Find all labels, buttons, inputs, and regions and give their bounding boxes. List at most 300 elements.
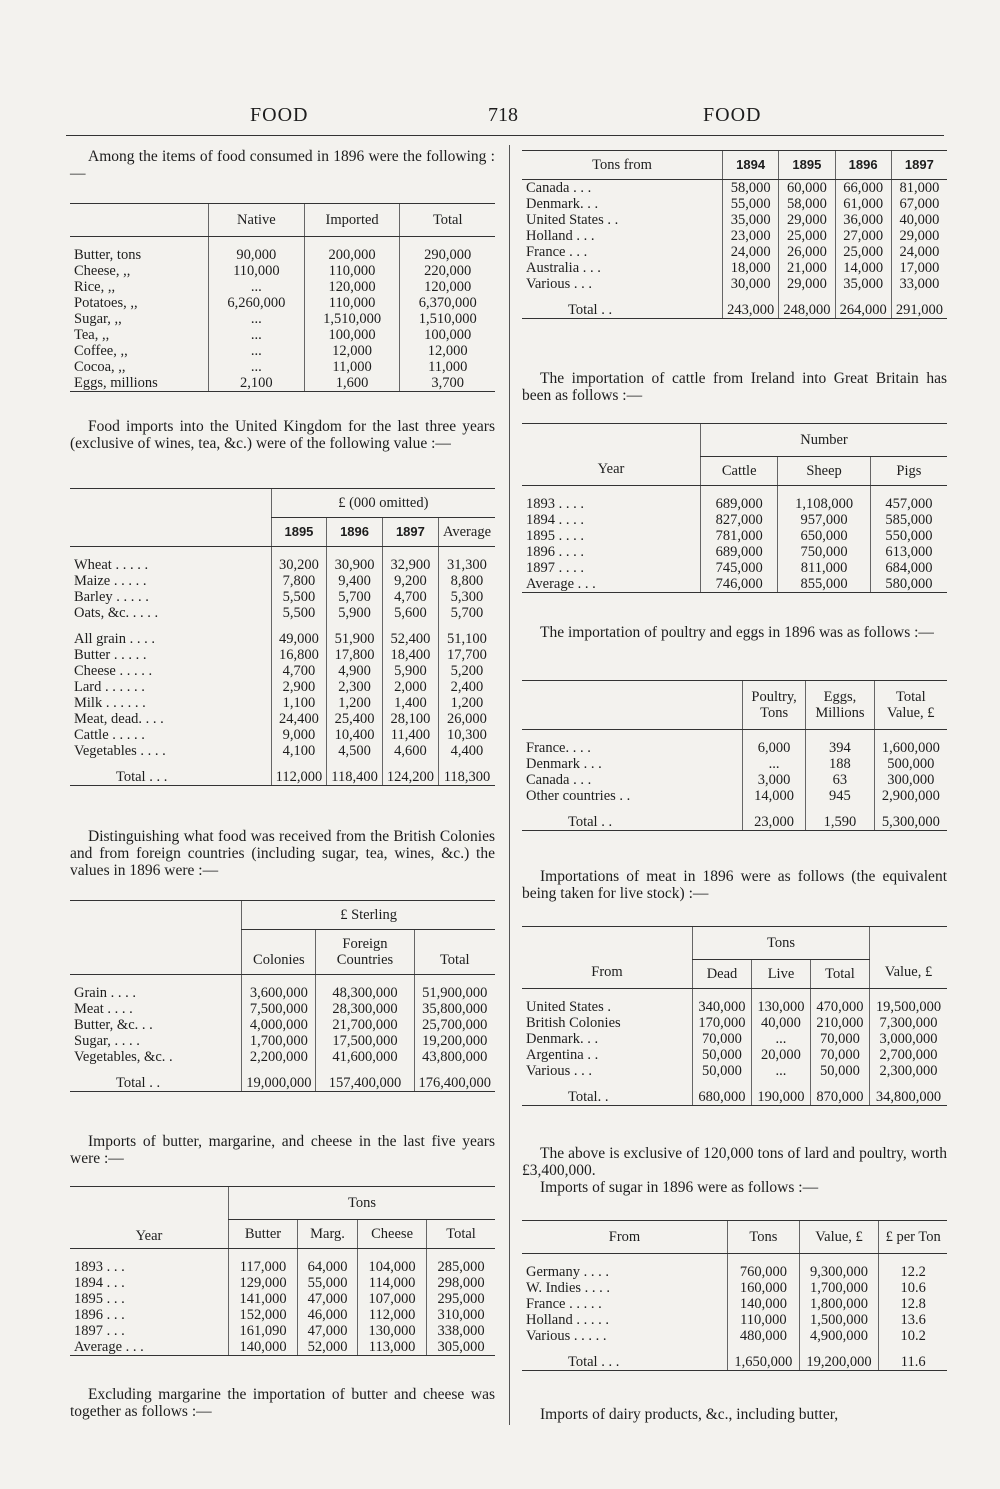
table-cell: 25,000 — [835, 244, 891, 260]
column-header: 1896 — [327, 518, 383, 547]
total-cell: 19,200,000 — [799, 1354, 879, 1371]
table-row — [522, 1015, 947, 1031]
table-cell: 52,000 — [298, 1339, 358, 1356]
column-header: Imported — [304, 204, 400, 237]
table-cell — [835, 292, 891, 302]
row-label: Oats, &c. . . . . — [74, 605, 159, 621]
group-header: £ (000 omitted) — [271, 489, 495, 518]
table-cell — [209, 237, 305, 248]
table-cell — [70, 759, 271, 769]
group-header: £ Sterling — [242, 901, 495, 930]
table-cell: 49,000 — [271, 631, 327, 647]
total-cell: 11.6 — [879, 1354, 947, 1371]
spacer-row — [70, 1249, 495, 1260]
table-cell: ... — [751, 1031, 810, 1047]
table-cell: 90,000 — [209, 247, 305, 263]
table-cell — [70, 1249, 229, 1260]
table-cell — [751, 1079, 810, 1089]
row-label: Average . . . — [522, 576, 701, 593]
table-cell: 745,000 — [701, 560, 778, 576]
year-header: Year — [522, 424, 701, 486]
table-cell — [810, 1079, 869, 1089]
row-label: Argentina . . — [526, 1047, 599, 1063]
table-cell: 20,000 — [751, 1047, 810, 1063]
table-cell: 2,900 — [271, 679, 327, 695]
total-cell: 248,000 — [779, 302, 835, 319]
table-row — [522, 151, 947, 180]
total-cell: 5,300,000 — [874, 814, 947, 831]
paragraph: The above is exclusive of 120,000 tons of lard and poultry, worth £3,400,000. — [522, 1145, 947, 1179]
table-cell: 1,800,000 — [799, 1296, 879, 1312]
table-row — [70, 573, 495, 589]
spacer-row — [70, 621, 495, 631]
table-cell: 200,000 — [304, 247, 400, 263]
column-header: Tons from — [522, 151, 723, 180]
table-row — [522, 756, 947, 772]
table-cell: 500,000 — [874, 756, 947, 772]
table-cell: ... — [209, 279, 305, 295]
table-cell: 70,000 — [693, 1031, 752, 1047]
spacer-row — [70, 1065, 495, 1075]
table-cell: 35,000 — [723, 212, 779, 228]
table-cell: 298,000 — [427, 1275, 495, 1291]
table-cell: 5,900 — [382, 663, 438, 679]
column-header: Total — [810, 960, 869, 989]
total-cell: 118,400 — [327, 769, 383, 786]
table-row — [70, 1049, 495, 1065]
row-label: British Colonies — [526, 1015, 621, 1031]
group-header: Tons — [693, 927, 870, 960]
table-cell: 300,000 — [874, 772, 947, 788]
column-header — [70, 204, 209, 237]
table-cell — [778, 486, 870, 497]
column-header: Dead — [693, 960, 752, 989]
total-cell: 19,000,000 — [242, 1075, 316, 1092]
row-label: Cattle . . . . . — [74, 727, 145, 743]
row-label: 1894 . . . . — [526, 512, 584, 528]
row-label: Cheese . . . . . — [74, 663, 153, 679]
table-cell: 25,700,000 — [414, 1017, 495, 1033]
table-cell: ... — [743, 756, 806, 772]
table-row — [522, 180, 947, 197]
table-row — [522, 1328, 947, 1344]
poultry-eggs-table — [522, 680, 947, 831]
total-label: Total . . — [70, 1075, 242, 1092]
table-cell — [70, 237, 209, 248]
table-cell: 1,200 — [438, 695, 495, 711]
row-label: 1896 . . . — [74, 1307, 125, 1323]
table-cell: 17,800 — [327, 647, 383, 663]
table-cell: 25,400 — [327, 711, 383, 727]
table-cell: 30,200 — [271, 557, 327, 573]
table-cell — [414, 1065, 495, 1075]
table-cell: 394 — [806, 740, 874, 756]
table-cell: 957,000 — [778, 512, 870, 528]
row-label: 1895 . . . — [74, 1291, 125, 1307]
table-row — [70, 1017, 495, 1033]
table-cell — [229, 1249, 298, 1260]
table-row — [70, 1275, 495, 1291]
column-header: 1895 — [271, 518, 327, 547]
table-row — [522, 576, 947, 593]
row-label: Rice, ,, — [74, 279, 116, 295]
table-cell: 30,000 — [723, 276, 779, 292]
table-cell — [806, 804, 874, 814]
paragraph: Imports of dairy products, &c., including butter, — [540, 1406, 839, 1423]
table-row — [70, 727, 495, 743]
table-row — [70, 1001, 495, 1017]
table-cell: 4,500 — [327, 743, 383, 759]
table-cell: 170,000 — [693, 1015, 752, 1031]
spacer-row — [522, 730, 947, 741]
row-label: Canada . . . — [526, 772, 592, 788]
column-header — [70, 518, 271, 547]
table-row — [522, 260, 947, 276]
table-row — [70, 518, 495, 547]
table-cell — [327, 547, 383, 558]
table-cell: 1,200 — [327, 695, 383, 711]
table-cell — [723, 292, 779, 302]
table-row — [70, 1339, 495, 1356]
meat-imports-table — [522, 926, 947, 1106]
table-cell — [522, 730, 743, 741]
column-header — [70, 930, 242, 975]
header-rule — [66, 135, 944, 136]
table-cell: 55,000 — [298, 1275, 358, 1291]
spacer-row — [522, 989, 947, 1000]
row-label: Vegetables, &c. . — [74, 1049, 173, 1065]
spacer-row — [70, 237, 495, 248]
table-cell: 141,000 — [229, 1291, 298, 1307]
table-row — [522, 424, 947, 457]
table-cell — [891, 292, 947, 302]
table-cell — [743, 804, 806, 814]
table-row — [522, 1312, 947, 1328]
table-cell — [869, 989, 947, 1000]
table-cell: 16,800 — [271, 647, 327, 663]
table-cell: 36,000 — [835, 212, 891, 228]
table-cell: 70,000 — [810, 1031, 869, 1047]
table-cell: 10.2 — [879, 1328, 947, 1344]
table-cell: 746,000 — [701, 576, 778, 593]
table-cell — [799, 1344, 879, 1354]
row-label: Various . . . . . — [526, 1328, 607, 1344]
table-cell: 50,000 — [810, 1063, 869, 1079]
table-cell: 3,700 — [400, 375, 495, 392]
table-cell — [242, 975, 316, 986]
table-row — [522, 772, 947, 788]
table-cell: 67,000 — [891, 196, 947, 212]
table-row — [522, 1296, 947, 1312]
spacer-row — [522, 1079, 947, 1089]
table-row — [70, 985, 495, 1001]
table-row — [70, 743, 495, 759]
table-cell: 11,000 — [304, 359, 400, 375]
table-cell: 63 — [806, 772, 874, 788]
column-divider — [509, 145, 510, 1425]
table-row — [70, 359, 495, 375]
row-label: Average . . . — [70, 1339, 229, 1356]
row-label: Coffee, ,, — [74, 343, 128, 359]
table-cell: 5,900 — [327, 605, 383, 621]
table-cell — [522, 1254, 728, 1265]
column-header: Total — [427, 1220, 495, 1249]
paragraph: Excluding margarine the importation of butter and cheese was together as follows :— — [70, 1386, 495, 1420]
total-cell: 190,000 — [751, 1089, 810, 1106]
column-header: 1895 — [779, 151, 835, 180]
table-cell: 11,000 — [400, 359, 495, 375]
table-cell — [693, 989, 752, 1000]
table-cell: 210,000 — [810, 1015, 869, 1031]
table-cell: 52,400 — [382, 631, 438, 647]
table-row — [70, 375, 495, 392]
table-cell — [874, 730, 947, 741]
table-row — [522, 196, 947, 212]
row-label: Meat . . . . — [74, 1001, 133, 1017]
table-cell: 26,000 — [438, 711, 495, 727]
table-cell — [701, 486, 778, 497]
table-row — [70, 1259, 495, 1275]
table-row — [522, 1031, 947, 1047]
paragraph: The importation of poultry and eggs in 1896 was as follows :— — [540, 624, 934, 641]
table-cell: 4,700 — [271, 663, 327, 679]
table-cell: 64,000 — [298, 1259, 358, 1275]
row-label: Wheat . . . . . — [74, 557, 149, 573]
table-row — [70, 311, 495, 327]
table-cell: 50,000 — [693, 1047, 752, 1063]
table-cell: 760,000 — [728, 1264, 800, 1280]
group-header: Tons — [229, 1187, 496, 1220]
table-cell: 61,000 — [835, 196, 891, 212]
row-label: Grain . . . . — [74, 985, 137, 1001]
table-row — [70, 605, 495, 621]
table-cell: 51,900 — [327, 631, 383, 647]
table-cell: 24,000 — [723, 244, 779, 260]
table-cell: 10,300 — [438, 727, 495, 743]
table-cell: 2,200,000 — [242, 1049, 316, 1065]
paragraph: Among the items of food consumed in 1896 were the following :— — [70, 148, 495, 182]
table-cell — [728, 1344, 800, 1354]
table-cell: 750,000 — [778, 544, 870, 560]
column-header: Value, £ — [799, 1221, 879, 1254]
table-cell: 152,000 — [229, 1307, 298, 1323]
table-cell — [70, 1065, 242, 1075]
row-label: 1897 . . . . — [526, 560, 584, 576]
table-cell: 5,600 — [382, 605, 438, 621]
table-row — [70, 631, 495, 647]
spacer-row — [522, 486, 947, 497]
row-label: Lard . . . . . . — [74, 679, 145, 695]
spacer-row — [522, 804, 947, 814]
total-cell: 291,000 — [891, 302, 947, 319]
total-label: Total . . — [522, 814, 743, 831]
table-cell: 2,900,000 — [874, 788, 947, 804]
column-header: Cheese — [358, 1220, 427, 1249]
table-cell: 827,000 — [701, 512, 778, 528]
row-label: Denmark. . . — [526, 1031, 599, 1047]
table-cell — [693, 1079, 752, 1089]
table-cell: 945 — [806, 788, 874, 804]
table-cell — [879, 1254, 947, 1265]
table-cell: 9,200 — [382, 573, 438, 589]
tons-from-table — [522, 150, 947, 319]
row-label: Germany . . . . — [526, 1264, 609, 1280]
paragraph: Imports of sugar in 1896 were as follows :— — [540, 1179, 819, 1196]
table-row — [70, 1307, 495, 1323]
row-label: France . . . . . — [526, 1296, 602, 1312]
table-row — [70, 1323, 495, 1339]
total-cell: 680,000 — [693, 1089, 752, 1106]
table-cell: 310,000 — [427, 1307, 495, 1323]
table-row — [522, 1221, 947, 1254]
row-label: France . . . — [526, 244, 588, 260]
column-header — [522, 681, 743, 730]
table-cell: 160,000 — [728, 1280, 800, 1296]
table-cell: 18,000 — [723, 260, 779, 276]
row-label: Eggs, millions — [70, 375, 209, 392]
total-cell: 243,000 — [723, 302, 779, 319]
table-cell: 3,000,000 — [869, 1031, 947, 1047]
table-cell — [298, 1249, 358, 1260]
table-cell: 6,260,000 — [209, 295, 305, 311]
table-row — [70, 663, 495, 679]
row-label: Potatoes, ,, — [74, 295, 138, 311]
table-cell: 10.6 — [879, 1280, 947, 1296]
table-row — [70, 711, 495, 727]
table-cell — [316, 975, 414, 986]
table-cell: 55,000 — [723, 196, 779, 212]
table-cell — [382, 759, 438, 769]
paragraph: Food imports into the United Kingdom for the last three years (exclusive of wines, tea, &c.) were of the following value :— — [70, 418, 495, 452]
row-label: United States . . — [526, 212, 619, 228]
cattle-ireland-table — [522, 423, 947, 593]
row-label: Sugar, . . . . — [74, 1033, 140, 1049]
table-row — [70, 327, 495, 343]
table-row — [522, 1264, 947, 1280]
column-header: Poultry, Tons — [743, 681, 806, 730]
table-row — [522, 244, 947, 260]
table-cell: 110,000 — [304, 263, 400, 279]
table-cell: 58,000 — [779, 196, 835, 212]
table-cell: 120,000 — [304, 279, 400, 295]
table-cell: 35,000 — [835, 276, 891, 292]
table-cell — [522, 804, 743, 814]
row-label: W. Indies . . . . — [526, 1280, 611, 1296]
table-cell — [427, 1249, 495, 1260]
table-row — [522, 544, 947, 560]
table-cell — [522, 1344, 728, 1354]
row-label: Cheese, ,, — [74, 263, 131, 279]
column-header: Foreign Countries — [316, 930, 414, 975]
table-cell: 613,000 — [870, 544, 947, 560]
table-cell: 41,600,000 — [316, 1049, 414, 1065]
table-cell: 29,000 — [779, 276, 835, 292]
group-header: Number — [701, 424, 948, 457]
table-row — [70, 295, 495, 311]
total-cell: 34,800,000 — [869, 1089, 947, 1106]
table-cell: 1,600 — [304, 375, 400, 392]
table-cell: 338,000 — [427, 1323, 495, 1339]
table-cell: ... — [209, 343, 305, 359]
table-cell: 81,000 — [891, 180, 947, 197]
table-cell: 29,000 — [779, 212, 835, 228]
table-row — [522, 1063, 947, 1079]
table-cell: 140,000 — [728, 1296, 800, 1312]
table-cell: 285,000 — [427, 1259, 495, 1275]
table-cell: 28,300,000 — [316, 1001, 414, 1017]
food-imports-table — [70, 488, 495, 786]
column-header: Butter — [229, 1220, 298, 1249]
table-row — [70, 930, 495, 975]
table-cell: 1,700,000 — [799, 1280, 879, 1296]
row-label: Other countries . . — [526, 788, 631, 804]
table-cell: 21,700,000 — [316, 1017, 414, 1033]
row-label: Canada . . . — [526, 180, 592, 196]
table-cell: 4,900,000 — [799, 1328, 879, 1344]
table-cell: 2,300,000 — [869, 1063, 947, 1079]
table-row — [70, 263, 495, 279]
table-cell: 6,370,000 — [400, 295, 495, 311]
table-cell: 100,000 — [400, 327, 495, 343]
paragraph: Imports of butter, margarine, and cheese in the last five years were :— — [70, 1133, 495, 1167]
table-cell: 161,090 — [229, 1323, 298, 1339]
column-header: 1897 — [891, 151, 947, 180]
total-cell: 112,000 — [271, 769, 327, 786]
total-row — [70, 1075, 495, 1092]
table-cell: 290,000 — [400, 247, 495, 263]
table-cell — [382, 547, 438, 558]
table-cell: 2,000 — [382, 679, 438, 695]
table-cell: 10,400 — [327, 727, 383, 743]
table-row — [70, 901, 495, 930]
row-label: 1896 . . . . — [526, 544, 584, 560]
table-cell — [382, 621, 438, 631]
table-cell — [70, 975, 242, 986]
column-header: 1897 — [382, 518, 438, 547]
table-cell — [327, 759, 383, 769]
table-cell: 43,800,000 — [414, 1049, 495, 1065]
row-label: Milk . . . . . . — [74, 695, 146, 711]
table-row — [70, 204, 495, 237]
table-cell — [870, 486, 947, 497]
row-label: Butter, &c. . . — [74, 1017, 153, 1033]
row-label: Meat, dead. . . . — [74, 711, 164, 727]
row-label: 1893 . . . . — [526, 496, 584, 512]
total-cell: 23,000 — [743, 814, 806, 831]
total-cell: 264,000 — [835, 302, 891, 319]
table-row — [522, 276, 947, 292]
table-cell: 12,000 — [304, 343, 400, 359]
table-cell: 1,600,000 — [874, 740, 947, 756]
table-cell — [304, 237, 400, 248]
spacer-row — [70, 759, 495, 769]
table-cell: 40,000 — [751, 1015, 810, 1031]
table-cell: 1,510,000 — [400, 311, 495, 327]
table-cell — [358, 1249, 427, 1260]
column-header: Native — [209, 204, 305, 237]
table-cell — [799, 1254, 879, 1265]
row-label: Butter . . . . . — [74, 647, 147, 663]
row-label: Various . . . — [526, 1063, 593, 1079]
table-cell — [438, 547, 495, 558]
butter-margarine-cheese-table — [70, 1186, 495, 1356]
table-cell: 689,000 — [701, 544, 778, 560]
table-row — [70, 247, 495, 263]
table-row — [70, 647, 495, 663]
table-cell: 1,100 — [271, 695, 327, 711]
table-cell: 110,000 — [209, 263, 305, 279]
table-cell: 27,000 — [835, 228, 891, 244]
